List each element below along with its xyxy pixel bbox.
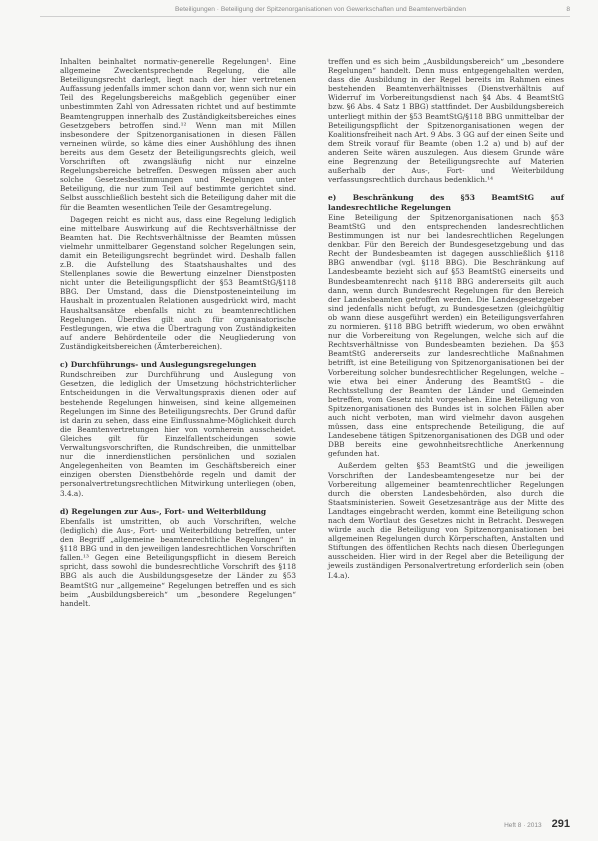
running-header-number: 8 (566, 6, 570, 13)
paragraph: Außerdem gelten §53 BeamtStG und die jeweiligen Vorschriften der Landesbeamtengesetze nur bei der Vorbereitung allgemeiner beamtenrechtlicher Regelungen durch die obersten Landesbehörden, also durch die Staatsministerien. Soweit Gesetzesanträge aus der Mitte des Landtages eingebracht werden, kommt eine Beteiligung schon nach dem Wortlaut des Gesetzes nicht in Betracht. Deswegen würde auch die Beteiligung von Spitzenorganisationen bei allgemeinen Regelungen durch Körperschaften, Anstalten und Stiftungen des öffentlichen Rechts nach diesen Überlegungen ausscheiden. Hier wird in der Regel aber die Beteiligung der jeweils zuständigen Personalvertretung erforderlich sein (oben I.4.a). (328, 461, 564, 580)
section-heading-d: d) Regelungen zur Aus-, Fort- und Weiterbildung (60, 506, 267, 516)
running-header-title: Beteiligungen · Beteiligung der Spitzenorganisationen von Gewerkschaften und Beamtenverbänden (175, 6, 467, 13)
right-column (328, 57, 564, 583)
paragraph: Ebenfalls ist umstritten, ob auch Vorschriften, welche (lediglich) die Aus-, Fort- und Weiterbildung betreffen, unter den Begriff „allgemeine beamtenrechtliche Regelungen“ in §118 BBG und in den jeweiligen landesrechtlichen Vorschriften fallen.¹³ Gegen eine Beteiligungspflicht in diesem Bereich spricht, dass sowohl die bundesrechtliche Vorschrift des §118 BBG als auch die Ausbildungsgesetze der Länder zu §53 BeamtStG nur „allgemeine“ Regelungen betreffen und es sich beim „Ausbildungsbereich“ um „besondere Regelungen“ handelt. (60, 516, 296, 608)
page-number: 291 (551, 818, 570, 830)
paragraph: Dagegen reicht es nicht aus, dass eine Regelung lediglich eine mittelbare Auswirkung auf die Rechtsverhältnisse der Beamten hat. Die Rechtsverhältnisse der Beamten müssen vielmehr unmittelbarer Gegenstand solcher Regelungen sein, damit ein Beteiligungsrecht begründet wird. Deshalb fallen z.B. die Aufstellung des Staatshaushaltes und des Stellenplanes sowie die Bewertung einzelner Dienstposten nicht unter die Beteiligungspflicht der §53 BeamtStG/§118 BBG. Der Umstand, dass die Dienstposteneinteilung im Haushalt in prozentualen Relationen ausgedrückt wird, macht Haushaltsansätze ebenfalls nicht zu beamtenrechtlichen Regelungen. Überdies gilt auch für organisatorische Festlegungen, wie etwa die Übertragung von Zuständigkeiten auf andere Behördenteile oder die Neugliederung von Zuständigkeitsbereichen (Ämterbereichen). (60, 214, 296, 351)
paragraph: Inhalten beinhaltet normativ-generelle Regelungen¹. Eine allgemeine Zweckentsprechende Regelung, die alle Beteiligungsrecht darlegt, liegt nach der hier vertretenen Auffassung jedenfalls immer schon dann vor, wenn sich nur ein Teil des Regelungsbereichs maßgeblich gegenüber einer unbestimmten Zahl von Adressaten richtet und auf bestimmte Beamtengruppen innerhalb des Zuständigkeitsbereiches eines Gesetzgebers betroffen sind.¹² Wenn man mit Millen insbesondere der Spitzenorganisationen in diesen Fällen verneinen würde, so käme dies einer Aushöhlung des ihnen bereits aus dem Gesetz der Beteiligungsrechts gleich, weil Vorschriften oft zwangsläufig nicht nur einzelne Regelungsbereiche betreffen. Deswegen müssen aber auch solche Gesetzesbestimmungen und Regelungen unter Beteiligung, die nur zum Teil auf bestimmte gerichtet sind. Selbst ausschließlich besteht sich die Beteiligung daher mit die für die Beamten wesentlichen Teile der Gesamtregelung. (60, 57, 296, 212)
left-column (60, 57, 296, 611)
paragraph: treffen und es sich beim „Ausbildungsbereich“ um „besondere Regelungen“ handelt. Denn muss entgegengehalten werden, dass die Ausbildung in der Regel bereits im Rahmen eines bestehenden Beamtenverhältnisses (Dienstverhältnis auf Widerruf im Vorbereitungsdienst nach §4 Abs. 4 BeamtStG bzw. §6 Abs. 4 Satz 1 BBG) stattfindet. Der Ausbildungsbereich unterliegt mithin der §53 BeamtStG/§118 BBG unmittelbar der Beteiligungspflicht der Spitzenorganisationen wegen der Koalitionsfreiheit nach Art. 9 Abs. 3 GG auf der einen Seite und dem Streik vorauf für Beamte (oben 1.2 a) und b) auf der anderen Seite wären auszulegen. Aus diesem Grunde wäre eine Begrenzung der Beteiligungsrechte auf Materien außerhalb der Aus-, Fort- und Weiterbildung verfassungsrechtlich durchaus bedenklich.¹⁴ (328, 57, 564, 185)
page-footer (504, 818, 570, 830)
issue-label: Heft 8 · 2013 (504, 822, 542, 829)
section-heading-e: e) Beschränkung des §53 BeamtStG auf landesrechtliche Regelungen (328, 193, 564, 212)
paragraph: Eine Beteiligung der Spitzenorganisationen nach §53 BeamtStG und den entsprechenden landesrechtlichen Bestimmungen ist nur bei landesrechtlichen Regelungen denkbar. Für den Bereich der Bundesgesetzgebung und das Recht der Bundesbeamten ist dagegen ausschließlich §118 BBG anwendbar (vgl. §118 BBG). Die Beschränkung auf Landesbeamte bezieht sich auf §53 BeamtStG einerseits und Bundesbeamtenrecht nach §118 BBG andererseits gilt auch dann, wenn durch Bundesrecht Regelungen für den Bereich der Landesbeamten getroffen werden. Die Landesgesetzgeber sind jedenfalls nicht befugt, zu Bundesgesetzen (gleichgültig ob wann diese ausgeführt werden) ein Beteiligungsverfahren zu normieren. §118 BBG betrifft wiederum, wo oben erwähnt nur die Vorbereitung von Regelungen, welche sich auf die Rechtsverhältnisse von Bundesbeamten beziehen. Da §53 BeamtStG andererseits zur landesrechtliche Maßnahmen betrifft, ist eine Beteiligung von Spitzenorganisationen bei der Vorbereitung solcher bundesrechtlicher Regelungen, welche – wie etwa bei einer Änderung des BeamtStG – die Rechtsstellung der Beamten der Länder und Gemeinden betreffen, vom Gesetz nicht vorgesehen. Eine Beteiligung von Spitzenorganisationen des Bundes ist in solchen Fällen aber auch nicht verboten, man wird vielmehr davon ausgehen müssen, dass eine entsprechende Beteiligung, die auf Landesebene tätigen Spitzenorganisationen des DGB und oder DBB bereits eine gewohnheitsrechtliche Anerkennung gefunden hat. (328, 212, 564, 459)
section-heading-c: c) Durchführungs- und Auslegungsregelungen (60, 360, 257, 369)
running-header (40, 6, 570, 17)
paragraph: Rundschreiben zur Durchführung und Auslegung von Gesetzen, die lediglich der Umsetzung höchstrichterlicher Entscheidungen in die Verwaltungspraxis dienen oder auf bestehende Regelungen hinweisen, sind keine allgemeinen Regelungen im Sinne des Beteiligungsrechts. Der Grund dafür ist darin zu sehen, dass eine Einflussnahme-Möglichkeit durch die Beamtenvertretungen hier von vornherein ausscheidet. Gleiches gilt für Einzelfallentscheidungen sowie Verwaltungsvorschriften, die Rundschreiben, die unmittelbar nur die innerdienstlichen persönlichen und sozialen Angelegenheiten von Beamten im Geschäftsbereich einer einzigen obersten Dienstbehörde regeln und damit der personalvertretungsrechtlichen Mitwirkung unterliegen (oben, 3.4.a). (60, 370, 296, 498)
